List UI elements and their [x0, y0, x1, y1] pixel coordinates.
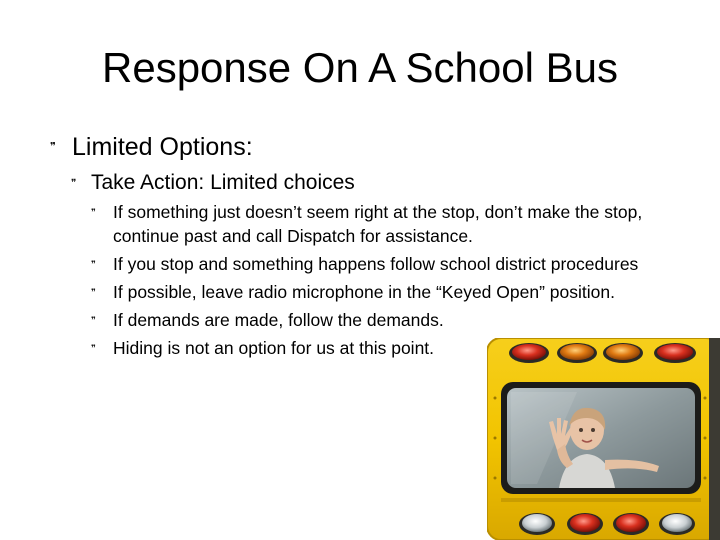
- list-item-text: If something just doesn’t seem right at the stop, don’t make the stop, continue past and call Dispatch for assistance.: [113, 202, 643, 246]
- bullet-icon: ❞: [91, 315, 96, 325]
- list-item-text: If demands are made, follow the demands.: [113, 310, 444, 330]
- slide-title: Response On A School Bus: [102, 44, 618, 91]
- bullet-icon: ❞: [91, 343, 96, 353]
- bullet-level2: Take Action: Limited choices: [91, 171, 355, 194]
- bullet-icon: ❞: [50, 141, 56, 153]
- bullet-icon: ❞: [71, 178, 77, 189]
- list-item: [91, 252, 683, 276]
- list-item: [91, 200, 683, 248]
- list-item: [91, 280, 683, 304]
- bullet-icon: ❞: [91, 259, 96, 269]
- school-bus-photo: [487, 338, 720, 540]
- list-item: [91, 308, 683, 332]
- bullet-level1: Limited Options:: [72, 133, 253, 161]
- list-item-text: If you stop and something happens follow school district procedures: [113, 254, 639, 274]
- bullet-icon: ❞: [91, 207, 96, 217]
- bullet-icon: ❞: [91, 287, 96, 297]
- list-item-text: Hiding is not an option for us at this point.: [113, 338, 435, 358]
- list-item-text: If possible, leave radio microphone in the “Keyed Open” position.: [113, 282, 615, 302]
